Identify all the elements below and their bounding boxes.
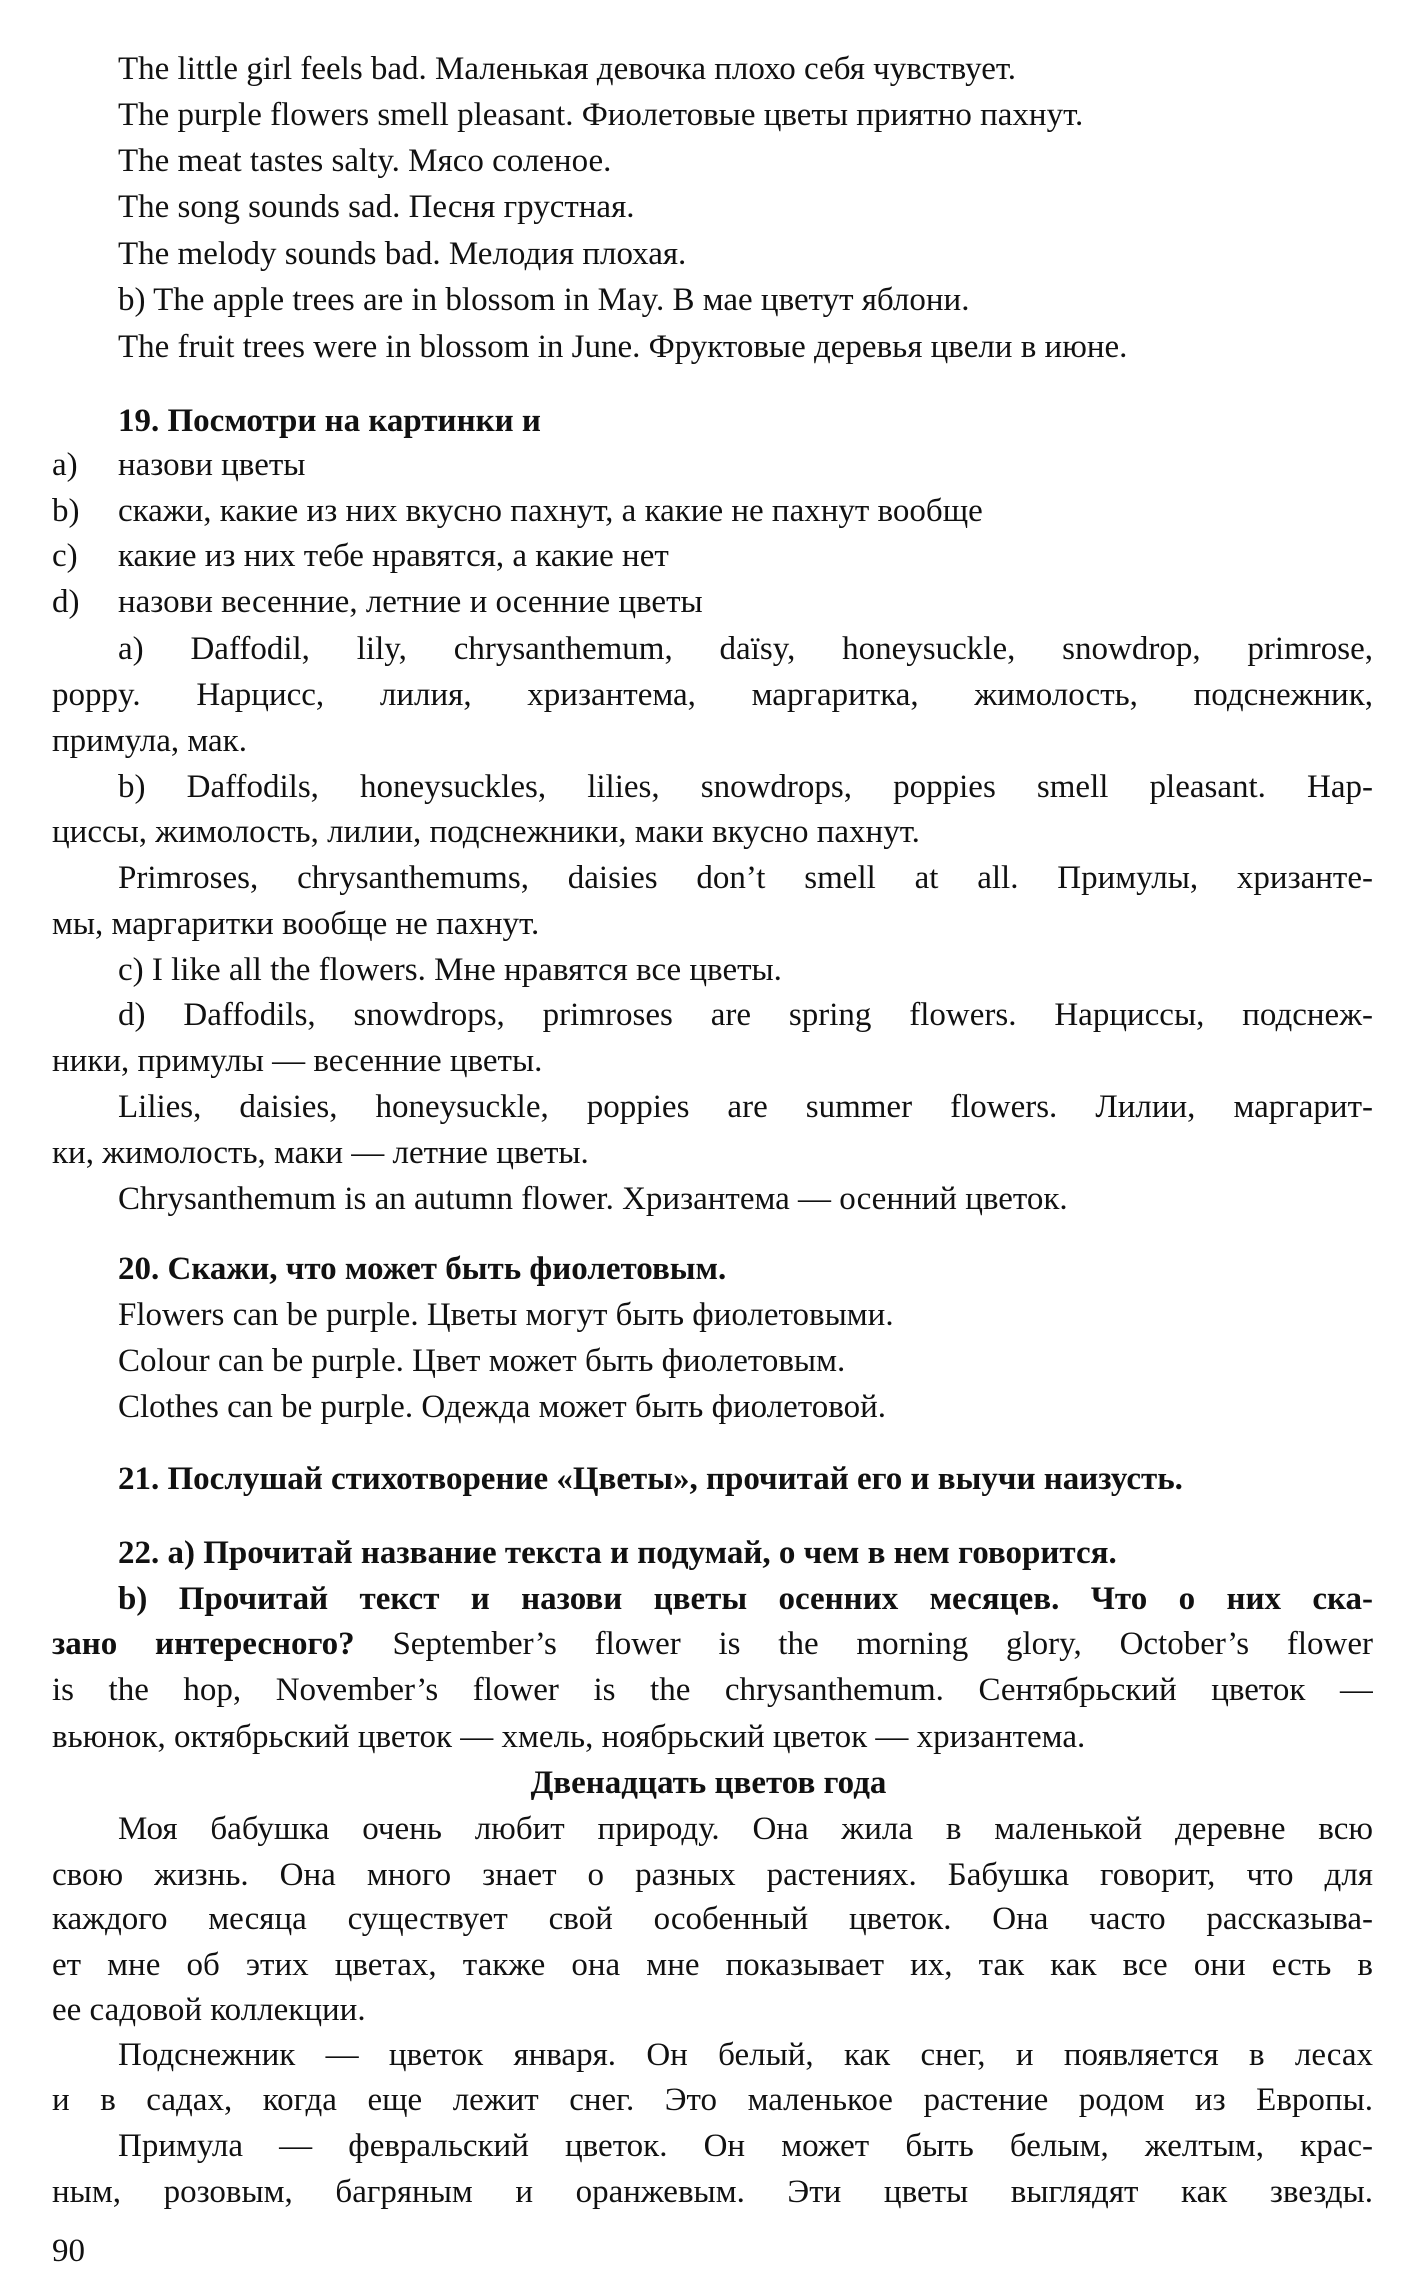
task-heading-line: b) Прочитай текст и назови цветы осенних месяцев. Что о них ска- [118,1581,1373,1617]
text-line: The purple flowers smell pleasant. Фиолетовые цветы приятно пахнут. [118,97,1084,133]
task-heading: 21. Послушай стихотворение «Цветы», прочитай его и выучи наизусть. [118,1461,1183,1497]
text-line: The fruit trees were in blossom in June. Фруктовые деревья цвели в июне. [118,329,1128,365]
paragraph-line: ники, примулы — весенние цветы. [52,1043,543,1079]
text-line: Flowers can be purple. Цветы могут быть фиолетовыми. [118,1297,894,1333]
text-line: The song sounds sad. Песня грустная. [118,189,635,225]
bold-text: зано интересного? [52,1626,355,1662]
task-heading: 22. a) Прочитай название текста и подумай, о чем в нем говорится. [118,1535,1117,1571]
list-item-text: назови цветы [118,447,306,483]
line-text: September’s flower is the morning glory, October’s flower [354,1626,1373,1662]
paragraph-line: Lilies, daisies, honeysuckle, poppies are summer flowers. Лилии, маргарит- [118,1089,1373,1125]
paragraph-line: Primroses, chrysanthemums, daisies don’t smell at all. Примулы, хризанте- [118,860,1373,896]
paragraph-line: примула, мак. [52,723,247,759]
paragraph-line: свою жизнь. Она много знает о разных растениях. Бабушка говорит, что для [52,1857,1373,1893]
paragraph-line: Примула — февральский цветок. Он может быть белым, желтым, крас- [118,2128,1373,2164]
paragraph-line: b) Daffodils, honeysuckles, lilies, snowdrops, poppies smell pleasant. Нар- [118,769,1373,805]
paragraph-line: мы, маргаритки вообще не пахнут. [52,906,540,942]
text-line: The little girl feels bad. Маленькая девочка плохо себя чувствует. [118,51,1017,87]
paragraph-line: ным, розовым, багряным и оранжевым. Эти цветы выглядят как звезды. [52,2174,1373,2210]
paragraph-line: d) Daffodils, snowdrops, primroses are spring flowers. Нарциссы, подснеж- [118,997,1373,1033]
text-line: b) The apple trees are in blossom in May. В мае цветут яблони. [118,282,970,318]
paragraph-line: и в садах, когда еще лежит снег. Это маленькое растение родом из Европы. [52,2082,1373,2118]
paragraph-line: poppy. Нарцисс, лилия, хризантема, маргаритка, жимолость, подснежник, [52,677,1373,713]
task-list-item [52,582,703,622]
paragraph-line: Моя бабушка очень любит природу. Она жила в маленькой деревне всю [118,1811,1373,1847]
text-line: The meat tastes salty. Мясо соленое. [118,143,612,179]
list-marker: a) [52,447,78,483]
text-title: Двенадцать цветов года [530,1765,887,1801]
list-item-text: какие из них тебе нравятся, а какие нет [118,538,669,574]
paragraph-line: a) Daffodil, lily, chrysanthemum, daïsy, honeysuckle, snowdrop, primrose, [118,631,1373,667]
paragraph-line: каждого месяца существует свой особенный цветок. Она часто рассказыва- [52,1901,1373,1937]
paragraph-line: ки, жимолость, маки — летние цветы. [52,1135,589,1171]
list-item-text: скажи, какие из них вкусно пахнут, а какие не пахнут вообще [118,493,983,529]
paragraph-line: циссы, жимолость, лилии, подснежники, маки вкусно пахнут. [52,814,920,850]
list-marker: d) [52,584,80,620]
task-heading: 20. Скажи, что может быть фиолетовым. [118,1251,727,1287]
paragraph-line: ее садовой коллекции. [52,1992,366,2028]
text-line: Chrysanthemum is an autumn flower. Хризантема — осенний цветок. [118,1181,1068,1217]
task-heading: 19. Посмотри на картинки и [118,403,541,439]
paragraph-line: вьюнок, октябрьский цветок — хмель, ноябрьский цветок — хризантема. [52,1719,1086,1755]
task-list-item [52,445,305,485]
paragraph-line: ет мне об этих цветах, также она мне показывает их, так как все они есть в [52,1947,1373,1983]
text-line: The melody sounds bad. Мелодия плохая. [118,236,687,272]
list-item-text: назови весенние, летние и осенние цветы [118,584,703,620]
paragraph-line [52,1624,1373,1664]
text-line: c) I like all the flowers. Мне нравятся все цветы. [118,952,782,988]
list-marker: c) [52,538,78,574]
task-list-item [52,536,669,576]
paragraph-line: Подснежник — цветок января. Он белый, как снег, и появляется в лесах [118,2037,1373,2073]
text-line: Clothes can be purple. Одежда может быть фиолетовой. [118,1389,887,1425]
paragraph-line: is the hop, November’s flower is the chrysanthemum. Сентябрьский цветок — [52,1672,1373,1708]
page-number: 90 [52,2233,85,2269]
text-line: Colour can be purple. Цвет может быть фиолетовым. [118,1343,846,1379]
list-marker: b) [52,493,80,529]
task-list-item [52,491,983,531]
